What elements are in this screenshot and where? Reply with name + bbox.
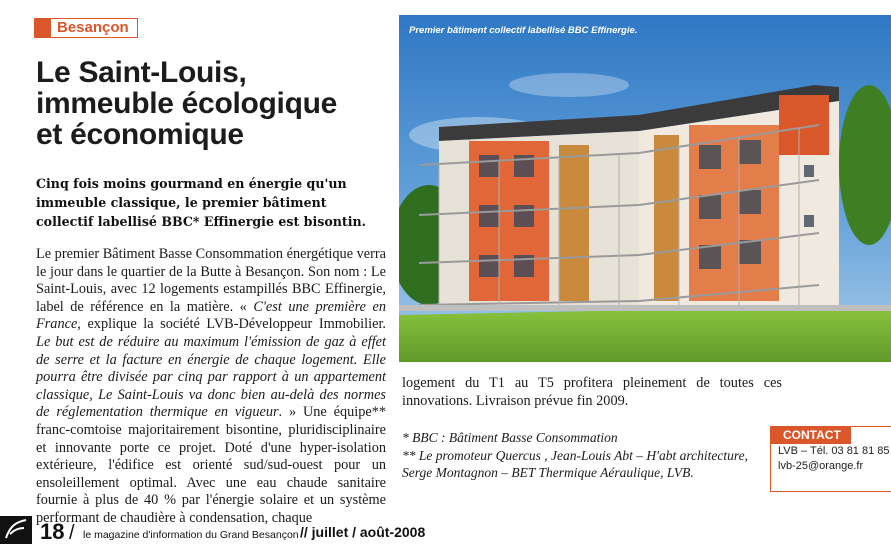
building-photo [399, 15, 891, 362]
wood-panel [559, 145, 589, 301]
issue-date: // juillet / août-2008 [300, 524, 426, 540]
body-text-part-1: Le premier Bâtiment Basse Consommation énergétique verra le jour dans le quartier de la Butte à Besançon. Son nom : Le Saint-Louis, avec 12 logements estampillés BBC Effinergie, label de référence en la matière. « [36, 246, 386, 315]
contact-box [770, 426, 891, 492]
article-body-continued: logement du T1 au T5 profitera pleinement de toutes ces innovations. Livraison prévue fin 2009. [402, 375, 782, 409]
contact-email[interactable]: lvb-25@orange.fr [778, 460, 864, 472]
cloud [509, 73, 629, 97]
contact-phone: LVB – Tél. 03 81 81 85 [778, 445, 890, 457]
body-quote-2: Le but est de réduire au maximum l'émission de gaz à effet de serre et la facture en énergie de chaque logement. Elle pourra être divisée par cinq par rapport à un appartement classique, Le Saint-Louis va donc bien au-delà des normes de réglementation thermique en vigueur [36, 333, 386, 421]
footer-separator: / [69, 522, 75, 544]
article-body [36, 246, 386, 528]
body-quote-1: C'est une première en France [36, 298, 387, 333]
logo-icon [0, 516, 32, 544]
section-tag [34, 18, 138, 38]
footnote-2: ** Le promoteur Quercus , Jean-Louis Abt – H'abt architecture, Serge Montagnon – BET Thermique Aéraulique, LVB. [402, 447, 748, 480]
section-tag-square [35, 19, 51, 37]
article-lead: Cinq fois moins gourmand en énergie qu'un immeuble classique, le premier bâtiment collectif labellisé BBC* Effinergie est bisontin. [36, 176, 367, 229]
magazine-name: le magazine d'information du Grand Besançon [83, 529, 299, 541]
footnotes [402, 429, 762, 482]
contact-title: CONTACT [771, 427, 851, 444]
path [399, 305, 891, 311]
headline-line-3: et économique [36, 118, 244, 151]
headline-line-2: immeuble écologique [36, 87, 338, 120]
headline-line-1: Le Saint-Louis, [36, 56, 247, 89]
building-illustration [399, 15, 891, 362]
page-number: 18 [40, 519, 65, 544]
footnote-1: * BBC : Bâtiment Basse Consommation [402, 430, 618, 445]
section-tag-label: Besançon [57, 19, 129, 36]
body-text-part-2: , explique la société LVB-Développeur Immobilier. [77, 316, 386, 333]
page-footer [0, 514, 891, 550]
lawn [399, 305, 891, 362]
magazine-logo [0, 516, 32, 544]
article-headline [36, 57, 386, 150]
orange-panel [779, 95, 829, 155]
wood-panel [654, 135, 679, 301]
photo-caption: Premier bâtiment collectif labellisé BBC Effinergie. [409, 25, 638, 36]
body-text-part-3: . » Une équipe** franc-comtoise majoritairement bisontine, pluridisciplinaire et innovante porte ce projet. Doté d'une hyper-isolation extérieure, l'édifice est orienté sud/sud-ouest pour un ensoleillement optimal. Avec une eau chaude sanitaire fournie à plus de 40 % par l'énergie solaire et un système performant de chaudière à condensation, chaque [36, 404, 387, 526]
body-paragraph [36, 246, 386, 528]
